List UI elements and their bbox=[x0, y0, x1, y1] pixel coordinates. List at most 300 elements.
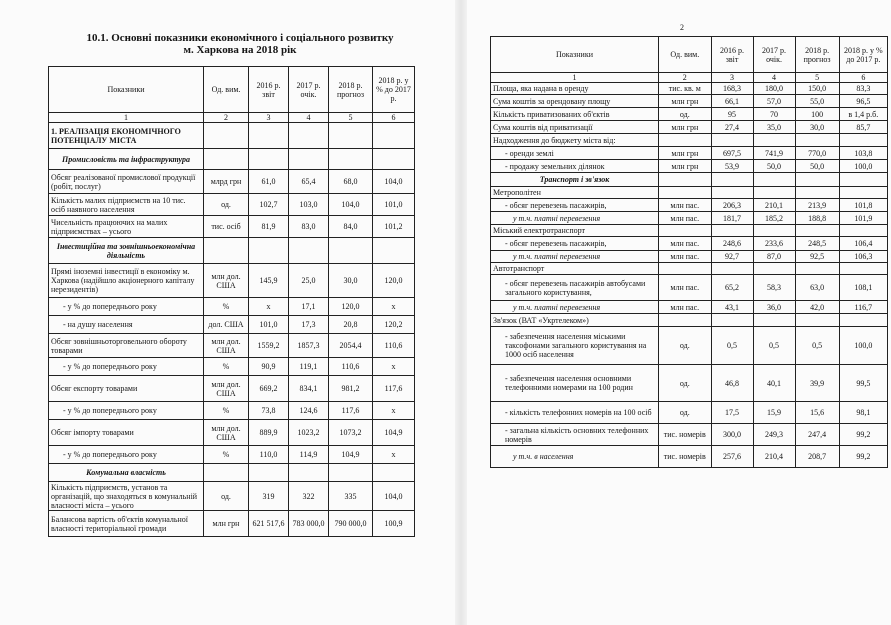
unit-cell bbox=[659, 173, 712, 187]
value-2018-cell: 15,6 bbox=[795, 402, 839, 424]
value-2016-cell: 0,5 bbox=[711, 327, 753, 365]
percent-cell: 99,2 bbox=[839, 446, 887, 468]
value-2016-cell bbox=[249, 464, 289, 482]
value-2017-cell: 70 bbox=[753, 108, 795, 121]
percent-cell: 83,3 bbox=[839, 83, 887, 95]
percent-cell: 96,5 bbox=[839, 95, 887, 108]
indicator-cell: Інвестиційна та зовнішньоекономічна діяльність bbox=[49, 238, 204, 264]
value-2018-cell: 208,7 bbox=[795, 446, 839, 468]
value-2018-cell bbox=[329, 123, 373, 149]
unit-cell: % bbox=[204, 298, 249, 316]
value-2016-cell: 669,2 bbox=[249, 376, 289, 402]
value-2017-cell: 185,2 bbox=[753, 212, 795, 225]
unit-cell: % bbox=[204, 446, 249, 464]
table-row bbox=[491, 212, 888, 225]
unit-cell: тис. кв. м bbox=[659, 83, 712, 95]
indicator-cell: - на душу населення bbox=[49, 316, 204, 334]
value-2018-cell: 20,8 bbox=[329, 316, 373, 334]
value-2016-cell: 257,6 bbox=[711, 446, 753, 468]
title-line-1: 10.1. Основні показники економічного і соціального розвитку bbox=[86, 32, 394, 44]
indicators-table-right bbox=[490, 36, 888, 468]
value-2017-cell: 58,3 bbox=[753, 275, 795, 301]
value-2016-cell: 300,0 bbox=[711, 424, 753, 446]
value-2016-cell: 145,9 bbox=[249, 264, 289, 298]
header-pct: 2018 р. у % до 2017 р. bbox=[373, 67, 415, 113]
table-row bbox=[491, 95, 888, 108]
value-2016-cell bbox=[711, 314, 753, 327]
percent-cell: 103,8 bbox=[839, 147, 887, 160]
value-2017-cell: 65,4 bbox=[289, 170, 329, 194]
value-2018-cell: 104,0 bbox=[329, 194, 373, 216]
unit-cell bbox=[659, 134, 712, 147]
indicator-cell: - обсяг перевезень пасажирів, bbox=[491, 237, 659, 251]
value-2018-cell: 981,2 bbox=[329, 376, 373, 402]
percent-cell: 101,9 bbox=[839, 212, 887, 225]
unit-cell: тис. осіб bbox=[204, 216, 249, 238]
value-2016-cell: 61,0 bbox=[249, 170, 289, 194]
value-2018-cell: 30,0 bbox=[795, 121, 839, 134]
percent-cell bbox=[839, 187, 887, 199]
value-2018-cell: 39,9 bbox=[795, 365, 839, 402]
percent-cell bbox=[373, 464, 415, 482]
value-2017-cell: 40,1 bbox=[753, 365, 795, 402]
indicator-cell: Балансова вартість об'єктів комунальної власності територіальної громади bbox=[49, 511, 204, 537]
value-2016-cell bbox=[711, 134, 753, 147]
value-2016-cell: 621 517,6 bbox=[249, 511, 289, 537]
table-row bbox=[491, 314, 888, 327]
table-row bbox=[49, 402, 415, 420]
header-2016: 2016 р. звіт bbox=[711, 37, 753, 73]
indicator-cell: - обсяг перевезень пасажирів, bbox=[491, 199, 659, 212]
value-2016-cell: 92,7 bbox=[711, 251, 753, 263]
unit-cell: од. bbox=[659, 327, 712, 365]
percent-cell: 104,0 bbox=[373, 170, 415, 194]
percent-cell bbox=[373, 123, 415, 149]
value-2016-cell bbox=[249, 149, 289, 170]
unit-cell: дол. США bbox=[204, 316, 249, 334]
value-2018-cell bbox=[795, 187, 839, 199]
percent-cell: 106,3 bbox=[839, 251, 887, 263]
percent-cell: 100,9 bbox=[373, 511, 415, 537]
value-2018-cell: 50,0 bbox=[795, 160, 839, 173]
unit-cell: млн пас. bbox=[659, 275, 712, 301]
value-2017-cell: 124,6 bbox=[289, 402, 329, 420]
percent-cell: 101,2 bbox=[373, 216, 415, 238]
percent-cell bbox=[839, 225, 887, 237]
value-2017-cell bbox=[289, 149, 329, 170]
percent-cell: 101,0 bbox=[373, 194, 415, 216]
value-2017-cell: 50,0 bbox=[753, 160, 795, 173]
table-row bbox=[491, 121, 888, 134]
indicator-cell: Метрополітен bbox=[491, 187, 659, 199]
percent-cell: 117,6 bbox=[373, 376, 415, 402]
table-row bbox=[49, 170, 415, 194]
table-row bbox=[491, 251, 888, 263]
percent-cell: 116,7 bbox=[839, 301, 887, 314]
table-row bbox=[491, 263, 888, 275]
value-2018-cell bbox=[795, 134, 839, 147]
value-2017-cell bbox=[753, 263, 795, 275]
percent-cell bbox=[839, 134, 887, 147]
value-2018-cell: 0,5 bbox=[795, 327, 839, 365]
table-row bbox=[49, 446, 415, 464]
value-2016-cell: 319 bbox=[249, 482, 289, 511]
value-2017-cell: 1023,2 bbox=[289, 420, 329, 446]
value-2016-cell: 168,3 bbox=[711, 83, 753, 95]
unit-cell: од. bbox=[659, 402, 712, 424]
table-row bbox=[49, 316, 415, 334]
value-2017-cell bbox=[289, 123, 329, 149]
indicator-cell: - забезпечення населення основними телефонними номерами на 100 родин bbox=[491, 365, 659, 402]
value-2016-cell: 181,7 bbox=[711, 212, 753, 225]
unit-cell: млн пас. bbox=[659, 237, 712, 251]
table-row bbox=[491, 327, 888, 365]
unit-cell bbox=[659, 263, 712, 275]
unit-cell: млн грн bbox=[659, 147, 712, 160]
value-2017-cell: 119,1 bbox=[289, 358, 329, 376]
value-2017-cell: 180,0 bbox=[753, 83, 795, 95]
title-line-2: м. Харкова на 2018 рік bbox=[183, 44, 297, 56]
indicator-cell: у т.ч. платні перевезення bbox=[491, 212, 659, 225]
indicator-cell: Обсяг зовнішньоторговельного обороту товарами bbox=[49, 334, 204, 358]
col-index: 3 bbox=[249, 113, 289, 123]
percent-cell bbox=[373, 238, 415, 264]
percent-cell: 104,0 bbox=[373, 482, 415, 511]
unit-cell: млн пас. bbox=[659, 199, 712, 212]
indicator-cell: Сума коштів від приватизації bbox=[491, 121, 659, 134]
indicator-cell: Обсяг імпорту товарами bbox=[49, 420, 204, 446]
value-2016-cell: 27,4 bbox=[711, 121, 753, 134]
table-row bbox=[491, 275, 888, 301]
table-row bbox=[491, 237, 888, 251]
indicator-cell: у т.ч. платні перевезення bbox=[491, 301, 659, 314]
percent-cell bbox=[373, 149, 415, 170]
table-row bbox=[49, 194, 415, 216]
value-2016-cell: 66,1 bbox=[711, 95, 753, 108]
percent-cell: в 1,4 р.б. bbox=[839, 108, 887, 121]
percent-cell: 99,2 bbox=[839, 424, 887, 446]
value-2016-cell: 43,1 bbox=[711, 301, 753, 314]
table-row bbox=[49, 420, 415, 446]
value-2016-cell: 1559,2 bbox=[249, 334, 289, 358]
unit-cell: млн пас. bbox=[659, 251, 712, 263]
col-index: 4 bbox=[289, 113, 329, 123]
value-2018-cell: 335 bbox=[329, 482, 373, 511]
unit-cell: од. bbox=[204, 482, 249, 511]
table-row bbox=[49, 464, 415, 482]
header-2017: 2017 р. очік. bbox=[753, 37, 795, 73]
table-row bbox=[491, 160, 888, 173]
header-2018: 2018 р. прогноз bbox=[795, 37, 839, 73]
value-2017-cell bbox=[289, 238, 329, 264]
col-index: 6 bbox=[839, 73, 887, 83]
table-row bbox=[491, 173, 888, 187]
value-2017-cell: 87,0 bbox=[753, 251, 795, 263]
table-row bbox=[491, 225, 888, 237]
header-2016: 2016 р. звіт bbox=[249, 67, 289, 113]
unit-cell: тис. номерів bbox=[659, 446, 712, 468]
unit-cell: тис. номерів bbox=[659, 424, 712, 446]
indicator-cell: Міський електротранспорт bbox=[491, 225, 659, 237]
table-row bbox=[491, 199, 888, 212]
value-2018-cell: 247,4 bbox=[795, 424, 839, 446]
col-index: 4 bbox=[753, 73, 795, 83]
value-2016-cell: х bbox=[249, 298, 289, 316]
value-2016-cell: 95 bbox=[711, 108, 753, 121]
value-2018-cell: 68,0 bbox=[329, 170, 373, 194]
table-row bbox=[49, 358, 415, 376]
value-2016-cell: 206,3 bbox=[711, 199, 753, 212]
percent-cell: 85,7 bbox=[839, 121, 887, 134]
unit-cell: млн дол. США bbox=[204, 264, 249, 298]
value-2016-cell bbox=[711, 187, 753, 199]
unit-cell bbox=[659, 225, 712, 237]
value-2017-cell: 233,6 bbox=[753, 237, 795, 251]
indicator-cell: Комунальна власність bbox=[49, 464, 204, 482]
value-2018-cell: 248,5 bbox=[795, 237, 839, 251]
indicator-cell: у т.ч. в населення bbox=[491, 446, 659, 468]
header-indicator: Показники bbox=[49, 67, 204, 113]
value-2018-cell: 104,9 bbox=[329, 446, 373, 464]
unit-cell: од. bbox=[659, 365, 712, 402]
table-row bbox=[49, 123, 415, 149]
value-2017-cell bbox=[753, 134, 795, 147]
right-page bbox=[470, 0, 891, 625]
table-row bbox=[491, 301, 888, 314]
unit-cell: млн пас. bbox=[659, 212, 712, 225]
unit-cell: млн грн bbox=[659, 121, 712, 134]
col-index: 5 bbox=[329, 113, 373, 123]
table-row bbox=[491, 187, 888, 199]
percent-cell: х bbox=[373, 358, 415, 376]
value-2016-cell: 101,0 bbox=[249, 316, 289, 334]
value-2017-cell: 249,3 bbox=[753, 424, 795, 446]
table-row bbox=[491, 424, 888, 446]
table-row bbox=[49, 264, 415, 298]
value-2017-cell bbox=[753, 314, 795, 327]
unit-cell: млн дол. США bbox=[204, 376, 249, 402]
col-index: 3 bbox=[711, 73, 753, 83]
value-2017-cell: 15,9 bbox=[753, 402, 795, 424]
value-2018-cell: 30,0 bbox=[329, 264, 373, 298]
value-2017-cell: 25,0 bbox=[289, 264, 329, 298]
unit-cell: млн пас. bbox=[659, 301, 712, 314]
value-2016-cell: 17,5 bbox=[711, 402, 753, 424]
indicator-cell: Транспорт і зв'язок bbox=[491, 173, 659, 187]
document-title bbox=[60, 32, 420, 56]
value-2016-cell: 102,7 bbox=[249, 194, 289, 216]
percent-cell: 106,4 bbox=[839, 237, 887, 251]
indicator-cell: - у % до попереднього року bbox=[49, 402, 204, 420]
value-2017-cell bbox=[753, 225, 795, 237]
indicators-table-left bbox=[48, 66, 415, 537]
indicator-cell: у т.ч. платні перевезення bbox=[491, 251, 659, 263]
unit-cell: млрд грн bbox=[204, 170, 249, 194]
header-unit: Од. вим. bbox=[204, 67, 249, 113]
value-2016-cell bbox=[249, 123, 289, 149]
table-row bbox=[49, 511, 415, 537]
table-row bbox=[491, 446, 888, 468]
indicator-cell: - продажу земельних ділянок bbox=[491, 160, 659, 173]
column-index-row bbox=[49, 113, 415, 123]
value-2018-cell bbox=[329, 464, 373, 482]
indicator-cell: - у % до попереднього року bbox=[49, 446, 204, 464]
indicator-cell: - оренди землі bbox=[491, 147, 659, 160]
value-2016-cell: 248,6 bbox=[711, 237, 753, 251]
indicator-cell: - обсяг перевезень пасажирів автобусами загального користування, bbox=[491, 275, 659, 301]
value-2018-cell: 770,0 bbox=[795, 147, 839, 160]
value-2018-cell bbox=[329, 238, 373, 264]
value-2018-cell: 188,8 bbox=[795, 212, 839, 225]
table-row bbox=[49, 216, 415, 238]
value-2017-cell: 741,9 bbox=[753, 147, 795, 160]
indicator-cell: Зв'язок (ВАТ «Укртелеком») bbox=[491, 314, 659, 327]
value-2017-cell: 210,4 bbox=[753, 446, 795, 468]
percent-cell: х bbox=[373, 446, 415, 464]
unit-cell bbox=[659, 187, 712, 199]
percent-cell: 120,2 bbox=[373, 316, 415, 334]
value-2017-cell bbox=[753, 187, 795, 199]
value-2018-cell bbox=[795, 173, 839, 187]
table-row bbox=[49, 334, 415, 358]
value-2018-cell: 63,0 bbox=[795, 275, 839, 301]
unit-cell bbox=[204, 464, 249, 482]
page-number: 2 bbox=[680, 23, 684, 32]
unit-cell bbox=[659, 314, 712, 327]
value-2017-cell bbox=[289, 464, 329, 482]
unit-cell: % bbox=[204, 358, 249, 376]
col-index: 6 bbox=[373, 113, 415, 123]
indicator-cell: 1. РЕАЛІЗАЦІЯ ЕКОНОМІЧНОГО ПОТЕНЦІАЛУ МІСТА bbox=[49, 123, 204, 149]
value-2018-cell bbox=[795, 225, 839, 237]
percent-cell: 100,0 bbox=[839, 327, 887, 365]
unit-cell bbox=[204, 123, 249, 149]
percent-cell: х bbox=[373, 298, 415, 316]
value-2017-cell: 1857,3 bbox=[289, 334, 329, 358]
value-2017-cell bbox=[753, 173, 795, 187]
value-2018-cell: 213,9 bbox=[795, 199, 839, 212]
percent-cell: х bbox=[373, 402, 415, 420]
unit-cell: % bbox=[204, 402, 249, 420]
unit-cell: од. bbox=[204, 194, 249, 216]
table-row bbox=[491, 83, 888, 95]
unit-cell: млн грн bbox=[659, 160, 712, 173]
value-2016-cell: 53,9 bbox=[711, 160, 753, 173]
value-2016-cell: 46,8 bbox=[711, 365, 753, 402]
table-row bbox=[491, 402, 888, 424]
table-row bbox=[49, 149, 415, 170]
value-2018-cell: 150,0 bbox=[795, 83, 839, 95]
unit-cell: млн грн bbox=[659, 95, 712, 108]
percent-cell: 99,5 bbox=[839, 365, 887, 402]
value-2016-cell bbox=[249, 238, 289, 264]
value-2017-cell: 57,0 bbox=[753, 95, 795, 108]
value-2017-cell: 114,9 bbox=[289, 446, 329, 464]
table-row bbox=[491, 134, 888, 147]
indicator-cell: Промисловість та інфраструктура bbox=[49, 149, 204, 170]
indicator-cell: Сума коштів за орендовану площу bbox=[491, 95, 659, 108]
value-2017-cell: 35,0 bbox=[753, 121, 795, 134]
table-row bbox=[49, 376, 415, 402]
value-2016-cell: 889,9 bbox=[249, 420, 289, 446]
value-2016-cell: 110,0 bbox=[249, 446, 289, 464]
percent-cell: 120,0 bbox=[373, 264, 415, 298]
value-2016-cell: 73,8 bbox=[249, 402, 289, 420]
value-2018-cell: 84,0 bbox=[329, 216, 373, 238]
value-2018-cell: 117,6 bbox=[329, 402, 373, 420]
value-2018-cell bbox=[329, 149, 373, 170]
value-2018-cell: 92,5 bbox=[795, 251, 839, 263]
value-2017-cell: 17,1 bbox=[289, 298, 329, 316]
percent-cell bbox=[839, 173, 887, 187]
indicator-cell: Площа, яка надана в оренду bbox=[491, 83, 659, 95]
value-2018-cell: 42,0 bbox=[795, 301, 839, 314]
indicator-cell: Кількість підприємств, установ та організацій, що знаходяться в комунальній власності міста – усього bbox=[49, 482, 204, 511]
value-2018-cell: 100 bbox=[795, 108, 839, 121]
column-index-row bbox=[491, 73, 888, 83]
col-index: 1 bbox=[49, 113, 204, 123]
table-row bbox=[491, 108, 888, 121]
table-row bbox=[49, 298, 415, 316]
header-2018: 2018 р. прогноз bbox=[329, 67, 373, 113]
value-2017-cell: 210,1 bbox=[753, 199, 795, 212]
header-pct: 2018 р. у % до 2017 р. bbox=[839, 37, 887, 73]
value-2017-cell: 83,0 bbox=[289, 216, 329, 238]
value-2018-cell bbox=[795, 263, 839, 275]
table-row bbox=[491, 365, 888, 402]
col-index: 2 bbox=[204, 113, 249, 123]
indicator-cell: - у % до попереднього року bbox=[49, 358, 204, 376]
value-2016-cell bbox=[711, 173, 753, 187]
indicator-cell: Обсяг експорту товарами bbox=[49, 376, 204, 402]
header-2017: 2017 р. очік. bbox=[289, 67, 329, 113]
value-2017-cell: 103,0 bbox=[289, 194, 329, 216]
value-2017-cell: 783 000,0 bbox=[289, 511, 329, 537]
value-2016-cell bbox=[711, 225, 753, 237]
value-2016-cell: 65,2 bbox=[711, 275, 753, 301]
value-2016-cell bbox=[711, 263, 753, 275]
header-unit: Од. вим. bbox=[659, 37, 712, 73]
percent-cell: 98,1 bbox=[839, 402, 887, 424]
indicator-cell: Прямі іноземні інвестиції в економіку м. Харкова (надійшло акціонерного капіталу нерезидентів) bbox=[49, 264, 204, 298]
indicator-cell: Автотранспорт bbox=[491, 263, 659, 275]
value-2017-cell: 834,1 bbox=[289, 376, 329, 402]
value-2018-cell: 1073,2 bbox=[329, 420, 373, 446]
value-2018-cell: 110,6 bbox=[329, 358, 373, 376]
indicator-cell: - кількість телефонних номерів на 100 осіб bbox=[491, 402, 659, 424]
value-2016-cell: 81,9 bbox=[249, 216, 289, 238]
table-row bbox=[49, 238, 415, 264]
value-2018-cell: 55,0 bbox=[795, 95, 839, 108]
value-2018-cell bbox=[795, 314, 839, 327]
table-row bbox=[491, 147, 888, 160]
indicator-cell: Чисельність працюючих на малих підприємствах – усього bbox=[49, 216, 204, 238]
value-2018-cell: 2054,4 bbox=[329, 334, 373, 358]
indicator-cell: Кількість малих підприємств на 10 тис. осіб наявного населення bbox=[49, 194, 204, 216]
percent-cell: 101,8 bbox=[839, 199, 887, 212]
percent-cell: 110,6 bbox=[373, 334, 415, 358]
percent-cell bbox=[839, 314, 887, 327]
value-2016-cell: 697,5 bbox=[711, 147, 753, 160]
col-index: 5 bbox=[795, 73, 839, 83]
table-header-row bbox=[49, 67, 415, 113]
percent-cell: 108,1 bbox=[839, 275, 887, 301]
col-index: 1 bbox=[491, 73, 659, 83]
unit-cell: од. bbox=[659, 108, 712, 121]
header-indicator: Показники bbox=[491, 37, 659, 73]
table-row bbox=[49, 482, 415, 511]
col-index: 2 bbox=[659, 73, 712, 83]
